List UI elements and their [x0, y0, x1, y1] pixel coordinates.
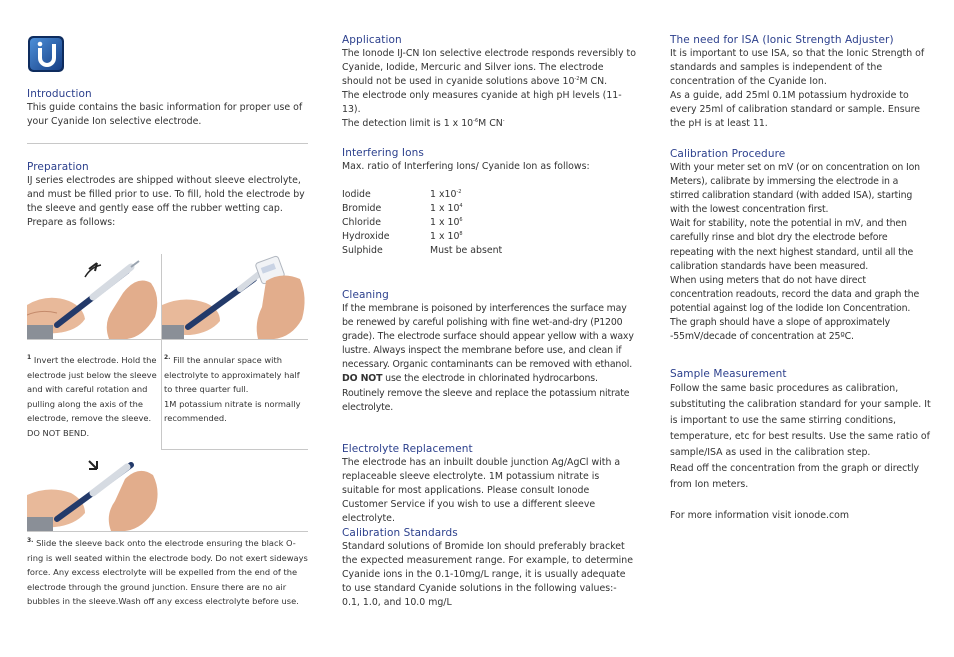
ion-row — [342, 230, 637, 244]
calibration-standards-heading: Calibration Standards — [342, 527, 458, 539]
step-2-photo — [162, 253, 308, 339]
preparation-heading: Preparation — [27, 161, 89, 173]
ion-ratio: 1 $x10^{-2}$ — [430, 188, 462, 201]
isa-text-1: It is important to use ISA, so that the Ionic Strength of standards and samples is independent of the concentration of the Cyanide Ion. — [670, 48, 925, 88]
ion-row — [342, 202, 637, 216]
electrolyte-replacement-text: The electrode has an inbuilt double junction Ag/AgCl with a replaceable sleeve electrolyte. 1M potassium nitrate is suitable for most applications. Please consult Ionode Customer Service if you wish to use a different sleeve electrolyte. — [342, 457, 621, 525]
electrolyte-replacement-heading: Electrolyte Replacement — [342, 443, 473, 455]
cleaning-heading: Cleaning — [342, 289, 389, 301]
ion-row — [342, 216, 637, 230]
interfering-ions-text: Max. ratio of Interfering Ions/ Cyanide Ion as follows: — [342, 161, 590, 172]
divider — [27, 143, 308, 144]
ion-ratio: 1 x $10^8$ — [430, 231, 463, 243]
step-1-label: 1. — [31, 260, 40, 271]
isa-heading: The need for ISA (Ionic Strength Adjuster) — [670, 34, 894, 46]
step-3-number: 3. — [27, 537, 34, 545]
step-2-caption: $^{2.}$ Fill the annular space with electrolyte to approximately half to three quarter full. 1M potassium nitrate is normally recommended. — [164, 354, 301, 423]
cleaning-text: If the membrane is poisoned by interferences the surface may be renewed by careful polishing with fine wet-and-dry (P1200 grade). The electrode surface should appear yellow with a waxy lustre. Always inspect the membrane before use, and clean if necessary. Organic contaminants can be removed with ethanol. DO NOT use the electrode in chlorinated hydrocarbons. Routinely remove the sleeve and replace the potassium nitrate electrolyte. — [342, 303, 634, 413]
ionode-logo-icon — [27, 35, 65, 73]
ion-ratio: 1 x $10^4$ — [430, 203, 463, 215]
step-2-number: 2. — [164, 354, 171, 362]
divider — [27, 339, 308, 340]
step-1-number: 1 — [27, 354, 32, 362]
ion-row — [342, 244, 637, 258]
divider — [27, 531, 308, 532]
sample-measurement-text-2: Read off the concentration from the graph or directly from Ion meters. — [670, 463, 920, 490]
sample-measurement-text-1: Follow the same basic procedures as calibration, substituting the calibration standard for your sample. It is important to use the same stirring conditions, temperature, etc for best results. Use the same ratio of sample/ISA as used in the calibration step. — [670, 383, 931, 458]
application-text: The Ionode IJ-CN Ion selective electrode responds reversibly to Cyanide, Iodide, Mercuric and Silver ions. The electrode should not be used in cyanide solutions above $10^{-2}M$ CN. The electrode only measures cyanide at high pH levels (11-13). The detection limit is 1 x $10^{-6}M$ CN- — [342, 48, 636, 130]
step-1-caption: $^1$ Invert the electrode. Hold the electrode just below the sleeve and with careful rotation and pulling along the axis of the electrode, remove the sleeve. DO NOT BEND. — [27, 354, 157, 438]
application-heading: Application — [342, 34, 402, 46]
step-3-label: 3. — [27, 455, 36, 466]
step-3-photo — [27, 449, 161, 531]
step-2-label: 2. — [164, 260, 173, 271]
ion-name: Bromide — [342, 203, 382, 215]
ion-name: Iodide — [342, 189, 371, 201]
ion-row — [342, 188, 637, 202]
isa-text-2: As a guide, add 25ml 0.1M potassium hydroxide to every 25ml of calibration standard or sample. Ensure the pH is at least 11. — [670, 90, 921, 130]
calibration-standards-values: 0.1, 1.0, and 10.0 mg/L — [342, 597, 452, 609]
sample-measurement-heading: Sample Measurement — [670, 368, 787, 380]
preparation-text: IJ series electrodes are shipped without sleeve electrolyte, and must be filled prior to use. To fill, hold the electrode by the sleeve and gently ease off the rubber wetting cap. Prepare as follows: — [27, 175, 305, 229]
more-info-link[interactable]: For more information visit ionode.com — [670, 510, 850, 521]
interfering-ions-heading: Interfering Ions — [342, 147, 424, 159]
step-1-photo — [27, 253, 161, 339]
introduction-heading: Introduction — [27, 88, 92, 100]
calibration-standards-text: Standard solutions of Bromide Ion should preferably bracket the expected measurement range. For example, to determine Cyanide ions in the 0.1-10mg/L range, it is usually adequate to use standard Cyanide solutions in the following values:- — [342, 541, 633, 595]
introduction-text: This guide contains the basic information for proper use of your Cyanide Ion selective electrode. — [27, 102, 303, 128]
calibration-procedure-heading: Calibration Procedure — [670, 148, 786, 160]
calibration-procedure-text-1: With your meter set on mV (or on concentration on Ion Meters), calibrate by immersing the electrode in a stirred calibration standard (with added ISA), starting with the lowest concentration first. — [670, 162, 920, 216]
calibration-procedure-text-2: Wait for stability, note the potential in mV, and then carefully rinse and blot dry the electrode before repeating with the next highest standard, until all the calibration standards have been measured. — [670, 218, 914, 272]
step-3-caption: $^{3.}$ Slide the sleeve back onto the electrode ensuring the black O-ring is well seated within the electrode body. Do not exert sideways force. Any excess electrolyte will be expelled from the end of the electrode through the ground junction. Ensure there are no air bubbles in the sleeve.Wash off any excess electrolyte before use. — [27, 537, 308, 606]
ion-name: Chloride — [342, 217, 382, 229]
ion-table — [342, 188, 637, 258]
ion-ratio: Must be absent — [430, 245, 503, 257]
ion-name: Sulphide — [342, 245, 383, 257]
ion-ratio: 1 x $10^6$ — [430, 217, 463, 229]
calibration-procedure-text-3: When using meters that do not have direct concentration readouts, record the data and graph the potential against log of the Iodide Ion Concentration. The graph should have a slope of approximately -55mV/decade of concentration at 25ºC. — [670, 274, 920, 343]
ion-name: Hydroxide — [342, 231, 390, 243]
